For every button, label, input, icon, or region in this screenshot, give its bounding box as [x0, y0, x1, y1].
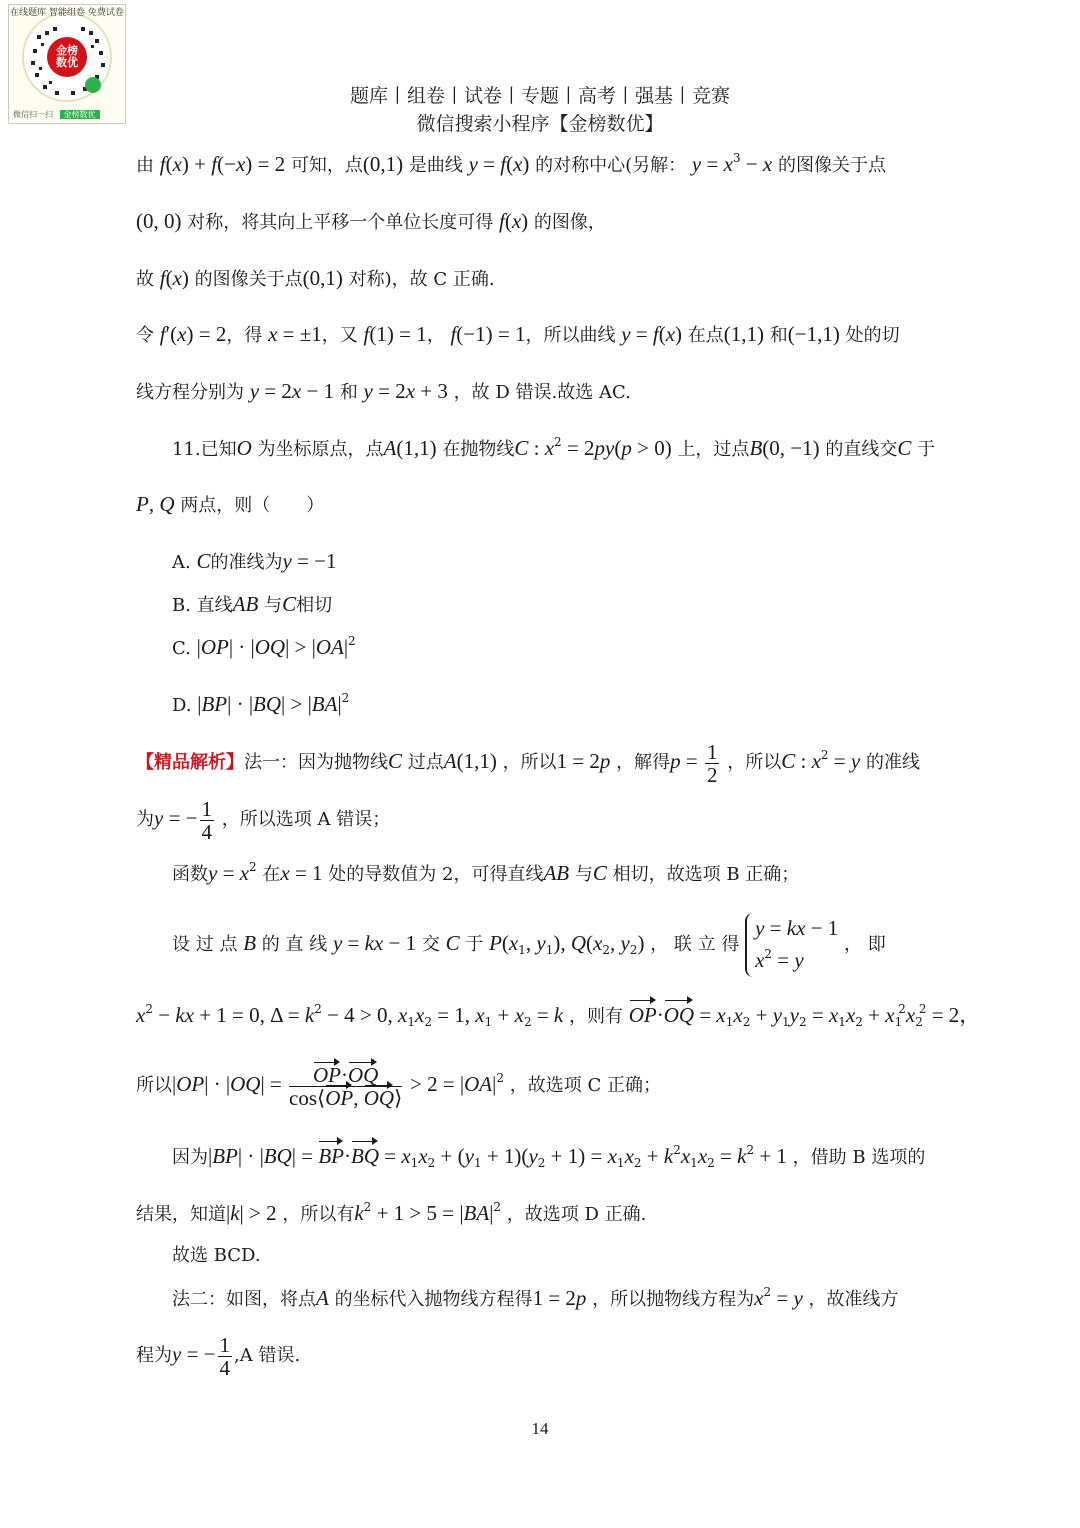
text-line: 由 f(x) + f(−x) = 2 可知，点(0,1) 是曲线 y = f(x) 的对称中心(另解： $y = x^3 - x$ 的图像关于点: [136, 151, 886, 176]
question-11: 11.已知O 为坐标原点，点A(1,1) 在抛物线C : $x^2 = 2py(p > 0)$ 上，过点B(0, −1) 的直线交C 于: [172, 435, 936, 460]
qr-bottom-right: 金榜数优: [60, 110, 100, 119]
text-line: 故 f(x) 的图像关于点(0,1) 对称)，故 C 正确.: [136, 266, 495, 290]
option-d: D. $|BP| \cdot |BQ| > |BA|^2$: [172, 691, 350, 716]
solution-line: 法二：如图，将点A 的坐标代入抛物线方程得1 = 2p ，所以抛物线方程为$x^2 = y$ ，故准线方: [172, 1285, 899, 1310]
qr-top-text: 在线题库 智能组卷 免费试卷: [10, 8, 124, 18]
header-nav: 题库丨组卷丨试卷丨专题丨高考丨强基丨竞赛: [349, 85, 730, 107]
option-b: B. 直线AB 与C相切: [172, 592, 333, 616]
solution-line: 函数$y = x^2$ 在x = 1 处的导数值为 2，可得直线AB 与C 相切，故选项 B 正确；: [172, 860, 800, 885]
option-c: C. $|OP| \cdot |OQ| > |OA|^2$: [172, 634, 356, 659]
solution-line: 为y = − $\frac{1}{4}$ ，所以选项 A 错误；: [136, 796, 391, 844]
solution-line: 所以|OP| · |OQ| = $\frac{OP\cdot OQ}{\cos⟨OP, OQ⟩}$ > $2 = |OA|^2$ ，故选项 C 正确；: [136, 1062, 661, 1110]
solution-tag: 【精品解析】: [136, 752, 244, 773]
qr-bottom-left: 微信扫一扫: [13, 110, 53, 119]
page-number: 14: [531, 1419, 549, 1438]
solution-line: 结果，知道|k| > 2 ，所以有$k^2 + 1 > 5 = |BA|^2$ ，故选项 D 正确.: [136, 1200, 647, 1225]
solution-line: 设 过 点 B 的 直 线 y = kx − 1 交 C 于 $P(x_1$, $y_1$), $Q(x_2$, $y_2$) ， 联 立 得 y = kx − 1 $x^2 = y$ ， 即: [172, 912, 886, 977]
solution-line: 程为y = − $\frac{1}{4}$ ,A 错误.: [136, 1332, 301, 1380]
text-line: 线方程分别为 y = 2x − 1 和 y = 2x + 3 ，故 D 错误.故选 AC.: [136, 379, 631, 403]
question-11: P, Q 两点，则（ ）: [136, 492, 325, 516]
header-subtitle: 微信搜索小程序【金榜数优】: [416, 113, 664, 135]
solution-line: 因为$|BP| \cdot |BQ| = BP\cdot BQ = x_1x_2 + (y_1 + 1)(y_2 + 1) = x_1x_2 + k^2x_1x_2 = k^2 + 1$ ，借助 B 选项的: [172, 1143, 926, 1170]
solution-line: 故选 BCD.: [172, 1245, 261, 1266]
qr-center-text: 金榜数优: [56, 44, 78, 69]
option-a: A. C的准线为y = −1: [172, 549, 337, 573]
text-line: 令 f′(x) = 2，得 x = ±1，又 f(1) = 1， f(−1) = 1，所以曲线 y = f(x) 在点(1,1) 和(−1,1) 处的切: [136, 322, 900, 346]
solution-line: $x^2$ − kx + 1 = 0, $\Delta = k^2 - 4 > 0$, $x_1x_2 = 1$, $x_1 + x_2 = k$ ，则有 $OP\cdot OQ = x_1x_2 + y_1y_2 = x_1x_2 + x_1^2x_2^2 = 2$，: [136, 1002, 981, 1029]
text-line: (0, 0) 对称，将其向上平移一个单位长度可得 f(x) 的图像，: [136, 209, 606, 233]
solution-line: 【精品解析】法一：因为抛物线C 过点A(1,1) ，所以1 = 2p ，解得p = $\frac{1}{2}$ ，所以C : $x^2 = y$ 的准线: [136, 739, 920, 787]
